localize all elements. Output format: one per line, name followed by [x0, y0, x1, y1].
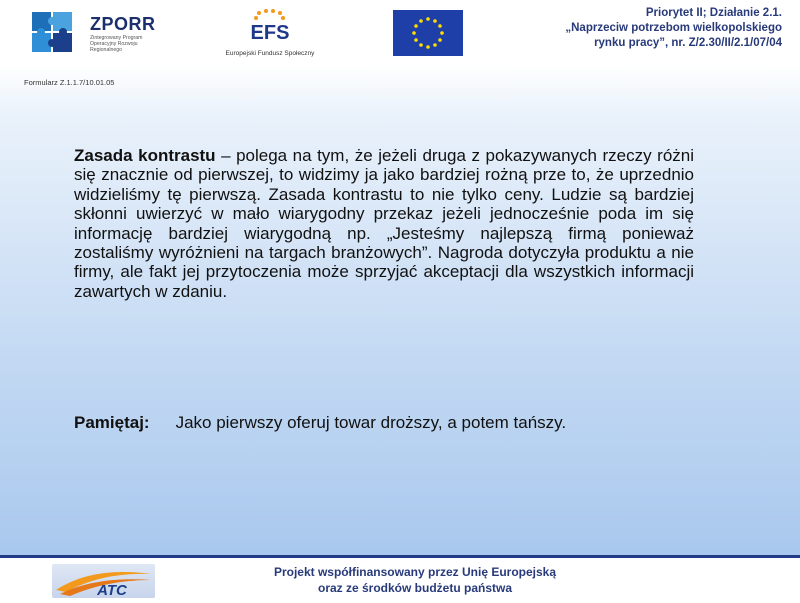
slide-body	[0, 65, 800, 555]
form-code: Formularz Z.1.1.7/10.01.05	[24, 78, 115, 87]
note-label: Pamiętaj:	[74, 413, 150, 432]
zporr-title: ZPORR	[90, 14, 156, 34]
atc-letters: ATC	[97, 582, 127, 598]
zporr-logo	[30, 10, 160, 58]
efs-mark-icon	[225, 8, 315, 44]
efs-caption: Europejski Fundusz Społeczny	[225, 50, 315, 57]
atc-logo	[52, 564, 155, 598]
priority-line: rynku pracy”, nr. Z/2.30/II/2.1/07/04	[594, 37, 782, 49]
priority-block	[502, 6, 782, 51]
cofinancing-note	[250, 564, 580, 596]
main-paragraph	[74, 146, 694, 301]
efs-letters: EFS	[250, 22, 290, 44]
priority-line: Priorytet II; Działanie 2.1.	[645, 7, 782, 19]
note-paragraph	[74, 413, 689, 433]
priority-line: „Naprzeciw potrzebom wielkopolskiego	[565, 22, 782, 34]
puzzle-icon	[30, 10, 76, 56]
zporr-subtitle: Zintegrowany Program Operacyjny Rozwoju Regionalnego	[90, 35, 143, 53]
header-bar	[0, 0, 800, 65]
footer-line: oraz ze środków budżetu państwa	[317, 581, 513, 595]
note-text: Jako pierwszy oferuj towar droższy, a potem tańszy.	[175, 413, 567, 432]
footer-bar	[0, 558, 800, 600]
paragraph-text: – polega na tym, że jeżeli druga z pokazywanych rzeczy różni się znacznie od pierwszej, to widzimy ja jako bardziej rożną prze to, że uprzednio widzieliśmy tę pierwszą. Zasada kontrastu to nie tylko ceny. Ludzie są bardziej skłonni uwierzyć w mało wiarygodny przekaz jeżeli jednocześnie poda im się informację bardziej wiarygodną np. „Jesteśmy najlepszą firmą ponieważ zostaliśmy wyróżnieni na targach branżowych”. Nagroda dotyczyła produktu a nie firmy, ale fakt jej przytoczenia może sprzyjać akceptacji dla wszystkich informacji zawartych w zdaniu.	[74, 146, 695, 301]
atc-swoosh-icon	[52, 564, 155, 598]
term-bold: Zasada kontrastu	[74, 146, 216, 165]
efs-logo	[225, 8, 315, 60]
eu-flag-icon	[393, 10, 463, 56]
footer-line: Projekt współfinansowany przez Unię Europejską	[273, 565, 557, 579]
